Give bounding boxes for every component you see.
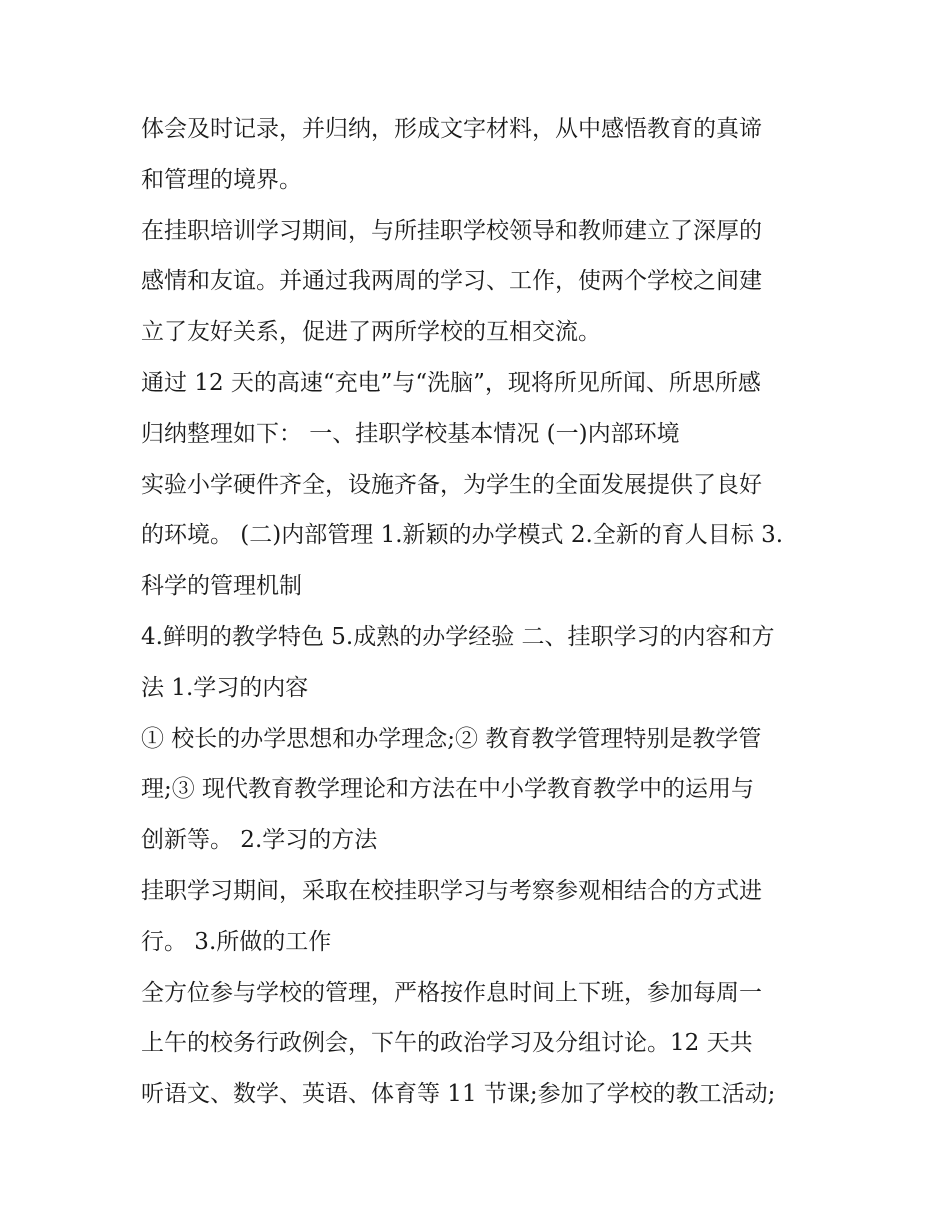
text-line: 全方位参与学校的管理，严格按作息时间上下班，参加每周一 (141, 979, 762, 1006)
text-line: 理;③ 现代教育教学理论和方法在中小学教育教学中的运用与 (141, 776, 755, 803)
text-line: 法 1.学习的内容 (141, 674, 309, 701)
text-line: 创新等。 2.学习的方法 (141, 827, 378, 854)
text-line: 感情和友谊。并通过我两周的学习、工作，使两个学校之间建 (141, 268, 762, 295)
text-line: 实验小学硬件齐全，设施齐备，为学生的全面发展提供了良好 (141, 471, 762, 498)
text-line: 和管理的境界。 (141, 166, 302, 193)
text-line: 体会及时记录，并归纳，形成文字材料，从中感悟教育的真谛 (141, 116, 762, 142)
text-line: 立了友好关系，促进了两所学校的互相交流。 (141, 319, 601, 346)
text-line: 上午的校务行政例会，下午的政治学习及分组讨论。12 天共 (141, 1030, 753, 1057)
text-line: 听语文、数学、英语、体育等 11 节课;参加了学校的教工活动; (141, 1081, 776, 1108)
text-line: 科学的管理机制 (141, 573, 302, 600)
text-line: ① 校长的办学思想和办学理念;② 教育教学管理特别是教学管 (141, 725, 762, 752)
text-line: 的环境。 (二)内部管理 1.新颖的办学模式 2.全新的育人目标 3. (141, 522, 784, 549)
text-line: 通过 12 天的高速“充电”与“洗脑”，现将所见所闻、所思所感 (141, 369, 761, 396)
document-body (141, 104, 821, 1120)
text-line: 归纳整理如下： 一、挂职学校基本情况 (一)内部环境 (141, 420, 680, 447)
text-line: 行。 3.所做的工作 (141, 928, 332, 955)
text-line: 在挂职培训学习期间，与所挂职学校领导和教师建立了深厚的 (141, 217, 762, 244)
text-line: 挂职学习期间，采取在校挂职学习与考察参观相结合的方式进 (141, 877, 762, 904)
text-line: 4.鲜明的教学特色 5.成熟的办学经验 二、挂职学习的内容和方 (141, 623, 775, 650)
